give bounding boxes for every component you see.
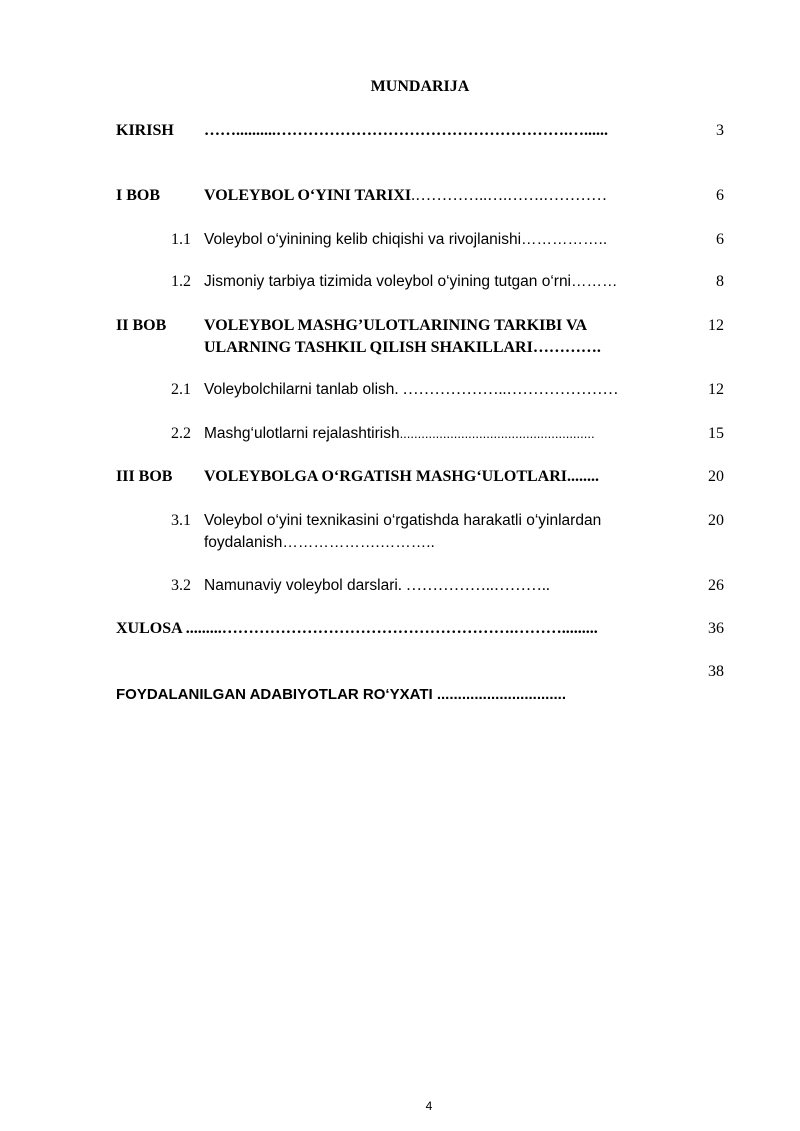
toc-section-number: 3.1 bbox=[171, 512, 191, 529]
toc-page-number: 36 bbox=[708, 620, 724, 637]
toc-title: FOYDALANILGAN ADABIYOTLAR RO‘YXATI ............................... bbox=[116, 686, 567, 703]
toc-page-number: 26 bbox=[708, 577, 724, 594]
toc-label: III BOB bbox=[116, 468, 173, 485]
toc-leader-dots: ……..........……………………………………………….…...... bbox=[204, 122, 608, 139]
toc-page-number: 38 bbox=[708, 663, 724, 680]
toc-title-line-2: foydalanish……………….……….. bbox=[204, 534, 435, 551]
page-title: MUNDARIJA bbox=[370, 78, 470, 95]
toc-title: VOLEYBOLGA O‘RGATISH MASHG‘ULOTLARI........ bbox=[204, 468, 599, 485]
toc-page-number: 8 bbox=[716, 273, 724, 290]
toc-page-number: 12 bbox=[708, 381, 724, 398]
toc-page-number: 3 bbox=[716, 122, 724, 139]
toc-title: Namunaviy voleybol darslari. ……………..……….. bbox=[204, 577, 550, 594]
toc-page-number: 20 bbox=[708, 512, 724, 529]
toc-page-number: 15 bbox=[708, 425, 724, 442]
toc-page-number: 20 bbox=[708, 468, 724, 485]
toc-label: II BOB bbox=[116, 317, 167, 334]
toc-title-line-2: ULARNING TASHKIL QILISH SHAKILLARI…………. bbox=[204, 339, 601, 356]
toc-section-number: 1.1 bbox=[171, 231, 191, 248]
toc-title: Voleybolchilarni tanlab olish. ………………..………………… bbox=[204, 381, 619, 398]
toc-title-line-1: Voleybol o‘yini texnikasini o‘rgatishda harakatli o‘yinlardan bbox=[204, 512, 602, 529]
toc-label: I BOB bbox=[116, 187, 161, 204]
toc-title: Voleybol o‘yinining kelib chiqishi va rivojlanishi…………….. bbox=[204, 231, 608, 248]
toc-title: VOLEYBOL O‘YINI TARIXI.…………..….…….………… bbox=[204, 187, 608, 204]
toc-section-number: 2.1 bbox=[171, 381, 191, 398]
toc-title: Mashg‘ulotlarni rejalashtirish...................................................... bbox=[204, 425, 595, 442]
toc-section-number: 1.2 bbox=[171, 273, 191, 290]
toc-section-number: 2.2 bbox=[171, 425, 191, 442]
toc-page-number: 6 bbox=[716, 231, 724, 248]
toc-title: Jismoniy tarbiya tizimida voleybol o‘yining tutgan o‘rni……… bbox=[204, 273, 618, 290]
toc-page-number: 12 bbox=[708, 317, 724, 334]
toc-page-number: 6 bbox=[716, 187, 724, 204]
toc-title-line-1: VOLEYBOL MASHG’ULOTLARINING TARKIBI VA bbox=[204, 317, 588, 334]
page-number-footer: 4 bbox=[425, 1099, 433, 1113]
toc-title: XULOSA .........……………………………………………….………......... bbox=[116, 620, 598, 637]
toc-label: KIRISH bbox=[116, 122, 174, 139]
toc-section-number: 3.2 bbox=[171, 577, 191, 594]
